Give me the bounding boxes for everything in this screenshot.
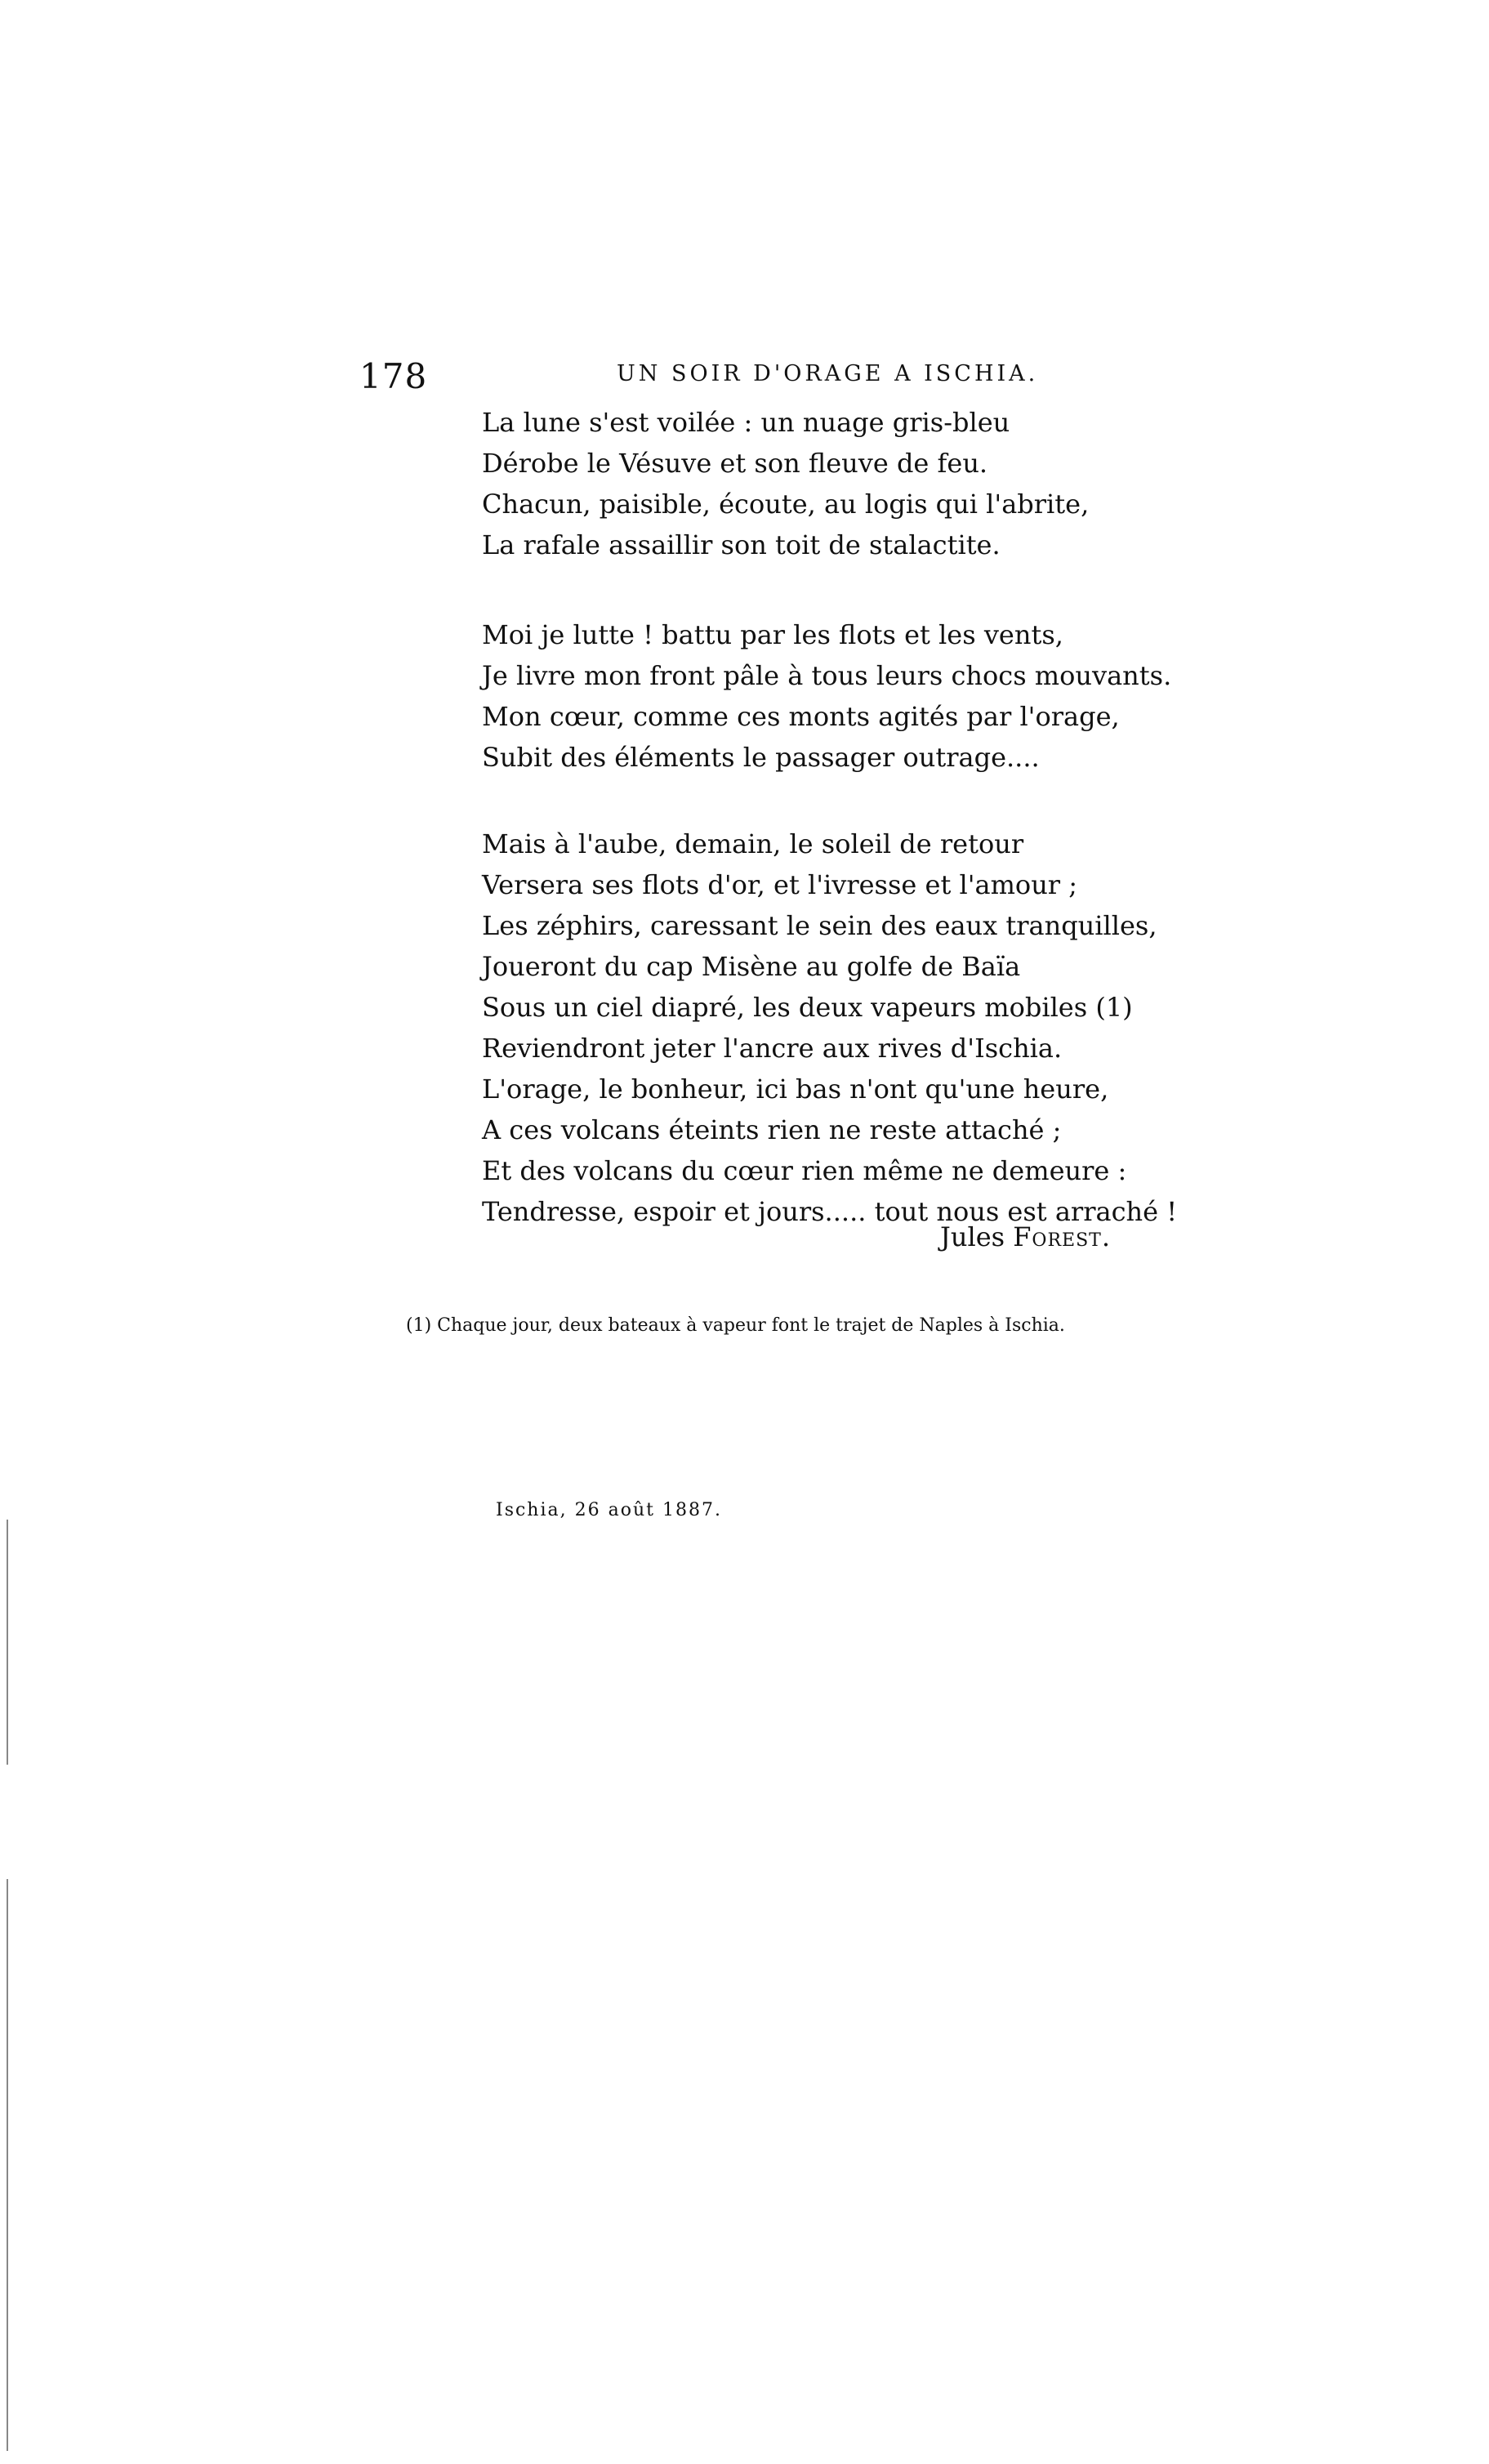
stanza-1: [482, 402, 1089, 565]
running-title: UN SOIR D'ORAGE A ISCHIA.: [617, 361, 1039, 386]
poem-line: Versera ses flots d'or, et l'ivresse et l'amour ;: [482, 869, 1078, 900]
poem-line: Et des volcans du cœur rien même ne demeure :: [482, 1155, 1127, 1186]
poem-line: Je livre mon front pâle à tous leurs chocs mouvants.: [482, 660, 1172, 691]
poem-line: L'orage, le bonheur, ici bas n'ont qu'une heure,: [482, 1074, 1109, 1105]
signature-first-name: Jules: [940, 1221, 1005, 1252]
poem-line: La lune s'est voilée : un nuage gris-bleu: [482, 407, 1010, 438]
poem-line: Mais à l'aube, demain, le soleil de retour: [482, 828, 1024, 859]
footnote: (1) Chaque jour, deux bateaux à vapeur font le trajet de Naples à Ischia.: [406, 1315, 1065, 1336]
poem-line: Moi je lutte ! battu par les flots et les vents,: [482, 619, 1063, 650]
poem-line: Chacun, paisible, écoute, au logis qui l'abrite,: [482, 489, 1090, 520]
signature-last-name: Forest.: [1013, 1221, 1111, 1252]
poem-line: Sous un ciel diapré, les deux vapeurs mobiles (1): [482, 992, 1133, 1023]
poem-line: A ces volcans éteints rien ne reste attaché ;: [482, 1114, 1062, 1145]
poem-line: Dérobe le Vésuve et son fleuve de feu.: [482, 448, 988, 479]
scan-edge-mark: [7, 1879, 8, 2451]
poem-line: Les zéphirs, caressant le sein des eaux tranquilles,: [482, 910, 1157, 941]
poem-line: Subit des éléments le passager outrage....: [482, 742, 1040, 773]
stanza-2: [482, 614, 1171, 778]
poem-signature: [940, 1221, 1111, 1252]
dateline: Ischia, 26 août 1887.: [496, 1500, 722, 1520]
poem-line: Mon cœur, comme ces monts agités par l'orage,: [482, 701, 1120, 732]
poem-line: Joueront du cap Misène au golfe de Baïa: [482, 951, 1021, 982]
stanza-3: [482, 824, 1177, 1232]
poem-line: Tendresse, espoir et jours..... tout nous est arraché !: [482, 1196, 1178, 1227]
poem-line: La rafale assaillir son toit de stalactite.: [482, 529, 1001, 560]
page-number: 178: [359, 356, 428, 396]
scan-edge-mark: [7, 1520, 8, 1765]
poem-line: Reviendront jeter l'ancre aux rives d'Ischia.: [482, 1033, 1063, 1064]
